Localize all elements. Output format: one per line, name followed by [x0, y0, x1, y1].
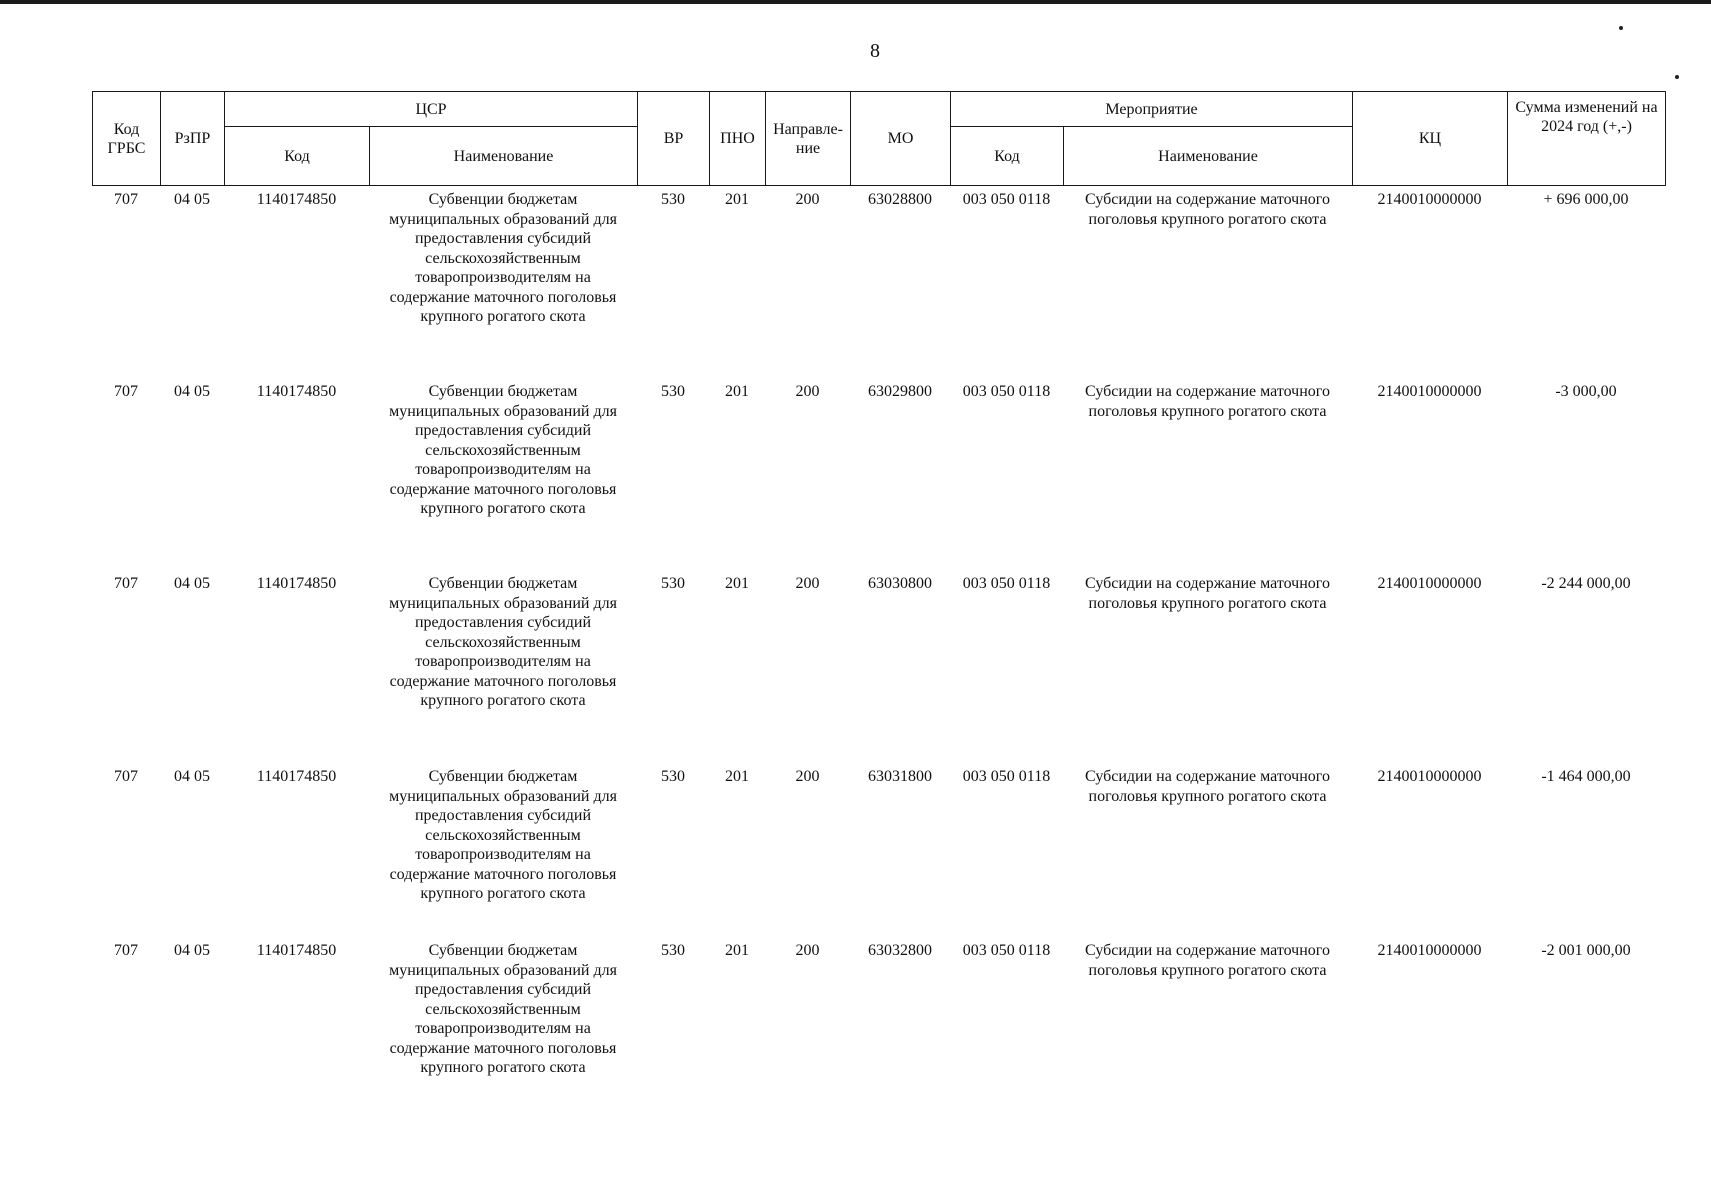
cell-pno: 201 — [725, 768, 749, 785]
cell-vr: 530 — [661, 575, 685, 592]
cell-vr: 530 — [661, 942, 685, 959]
cell-grbs: 707 — [114, 942, 138, 959]
cell-rzpr: 04 05 — [174, 942, 210, 959]
cell-csr-code: 1140174850 — [256, 942, 337, 959]
header-amount: Сумма изменений на 2024 год (+,-) — [1508, 92, 1666, 186]
table-row — [92, 190, 1665, 382]
cell-direction: 200 — [795, 575, 820, 592]
cell-event-code: 003 050 0118 — [962, 383, 1051, 400]
cell-amount: + 696 000,00 — [1543, 191, 1629, 208]
header-csr-name: Наименование — [370, 127, 638, 186]
table-row — [92, 574, 1665, 767]
cell-direction: 200 — [795, 768, 820, 785]
cell-csr-name: Субвенции бюджетам муниципальных образований для предоставления субсидий сельскохозяйственным товаропроизводителям на содержание маточного поголовья крупного рогатого скота — [389, 768, 617, 902]
header-event-group: Мероприятие — [951, 92, 1353, 127]
table-body — [92, 190, 1665, 1091]
cell-pno: 201 — [725, 942, 749, 959]
cell-csr-name: Субвенции бюджетам муниципальных образований для предоставления субсидий сельскохозяйственным товаропроизводителям на содержание маточного поголовья крупного рогатого скота — [389, 575, 617, 709]
cell-csr-code: 1140174850 — [256, 768, 337, 785]
cell-event-name: Субсидии на содержание маточного поголовья крупного рогатого скота — [1085, 191, 1330, 228]
cell-amount: -2 001 000,00 — [1541, 942, 1631, 959]
page-number: 8 — [870, 40, 880, 62]
scan-top-border — [0, 0, 1711, 4]
cell-csr-code: 1140174850 — [256, 191, 337, 208]
cell-vr: 530 — [661, 383, 685, 400]
cell-direction: 200 — [795, 191, 820, 208]
header-pno: ПНО — [710, 92, 766, 186]
cell-event-name: Субсидии на содержание маточного поголовья крупного рогатого скота — [1085, 383, 1330, 420]
cell-event-name: Субсидии на содержание маточного поголовья крупного рогатого скота — [1085, 942, 1330, 979]
cell-pno: 201 — [725, 575, 749, 592]
cell-amount: -1 464 000,00 — [1541, 768, 1631, 785]
cell-grbs: 707 — [114, 768, 138, 785]
cell-direction: 200 — [795, 383, 820, 400]
cell-grbs: 707 — [114, 191, 138, 208]
cell-mo: 63030800 — [868, 575, 932, 592]
header-kc: КЦ — [1353, 92, 1508, 186]
cell-pno: 201 — [725, 191, 749, 208]
cell-pno: 201 — [725, 383, 749, 400]
cell-amount: -3 000,00 — [1555, 383, 1617, 400]
cell-csr-name: Субвенции бюджетам муниципальных образований для предоставления субсидий сельскохозяйственным товаропроизводителям на содержание маточного поголовья крупного рогатого скота — [389, 942, 617, 1076]
cell-csr-code: 1140174850 — [256, 575, 337, 592]
cell-mo: 63032800 — [868, 942, 932, 959]
cell-rzpr: 04 05 — [174, 383, 210, 400]
header-mo: МО — [851, 92, 951, 186]
cell-mo: 63028800 — [868, 191, 932, 208]
cell-kc: 2140010000000 — [1377, 575, 1482, 592]
table-header — [92, 91, 1666, 186]
header-napravlenie: Направле-ние — [766, 92, 851, 186]
cell-csr-name: Субвенции бюджетам муниципальных образований для предоставления субсидий сельскохозяйственным товаропроизводителям на содержание маточного поголовья крупного рогатого скота — [389, 383, 617, 517]
cell-vr: 530 — [661, 191, 685, 208]
header-kod-grbs: Код ГРБС — [93, 92, 161, 186]
table-row — [92, 941, 1665, 1091]
header-event-name: Наименование — [1064, 127, 1353, 186]
header-vr: ВР — [638, 92, 710, 186]
cell-mo: 63031800 — [868, 768, 932, 785]
table-row — [92, 382, 1665, 574]
cell-rzpr: 04 05 — [174, 191, 210, 208]
cell-rzpr: 04 05 — [174, 768, 210, 785]
cell-kc: 2140010000000 — [1377, 768, 1482, 785]
cell-event-name: Субсидии на содержание маточного поголовья крупного рогатого скота — [1085, 575, 1330, 612]
header-csr-kod: Код — [225, 127, 370, 186]
cell-amount: -2 244 000,00 — [1541, 575, 1631, 592]
cell-csr-code: 1140174850 — [256, 383, 337, 400]
cell-csr-name: Субвенции бюджетам муниципальных образований для предоставления субсидий сельскохозяйственным товаропроизводителям на содержание маточного поголовья крупного рогатого скота — [389, 191, 617, 325]
table-row — [92, 767, 1665, 941]
cell-event-code: 003 050 0118 — [962, 942, 1051, 959]
cell-event-code: 003 050 0118 — [962, 768, 1051, 785]
scan-speck — [1619, 26, 1623, 30]
cell-rzpr: 04 05 — [174, 575, 210, 592]
cell-grbs: 707 — [114, 383, 138, 400]
cell-kc: 2140010000000 — [1377, 191, 1482, 208]
cell-event-code: 003 050 0118 — [962, 191, 1051, 208]
cell-kc: 2140010000000 — [1377, 383, 1482, 400]
scan-speck — [1675, 75, 1679, 79]
cell-direction: 200 — [795, 942, 820, 959]
header-rzpr: РзПР — [161, 92, 225, 186]
cell-mo: 63029800 — [868, 383, 932, 400]
cell-event-name: Субсидии на содержание маточного поголовья крупного рогатого скота — [1085, 768, 1330, 805]
header-csr-group: ЦСР — [225, 92, 638, 127]
cell-vr: 530 — [661, 768, 685, 785]
cell-grbs: 707 — [114, 575, 138, 592]
cell-event-code: 003 050 0118 — [962, 575, 1051, 592]
cell-kc: 2140010000000 — [1377, 942, 1482, 959]
header-event-kod: Код — [951, 127, 1064, 186]
